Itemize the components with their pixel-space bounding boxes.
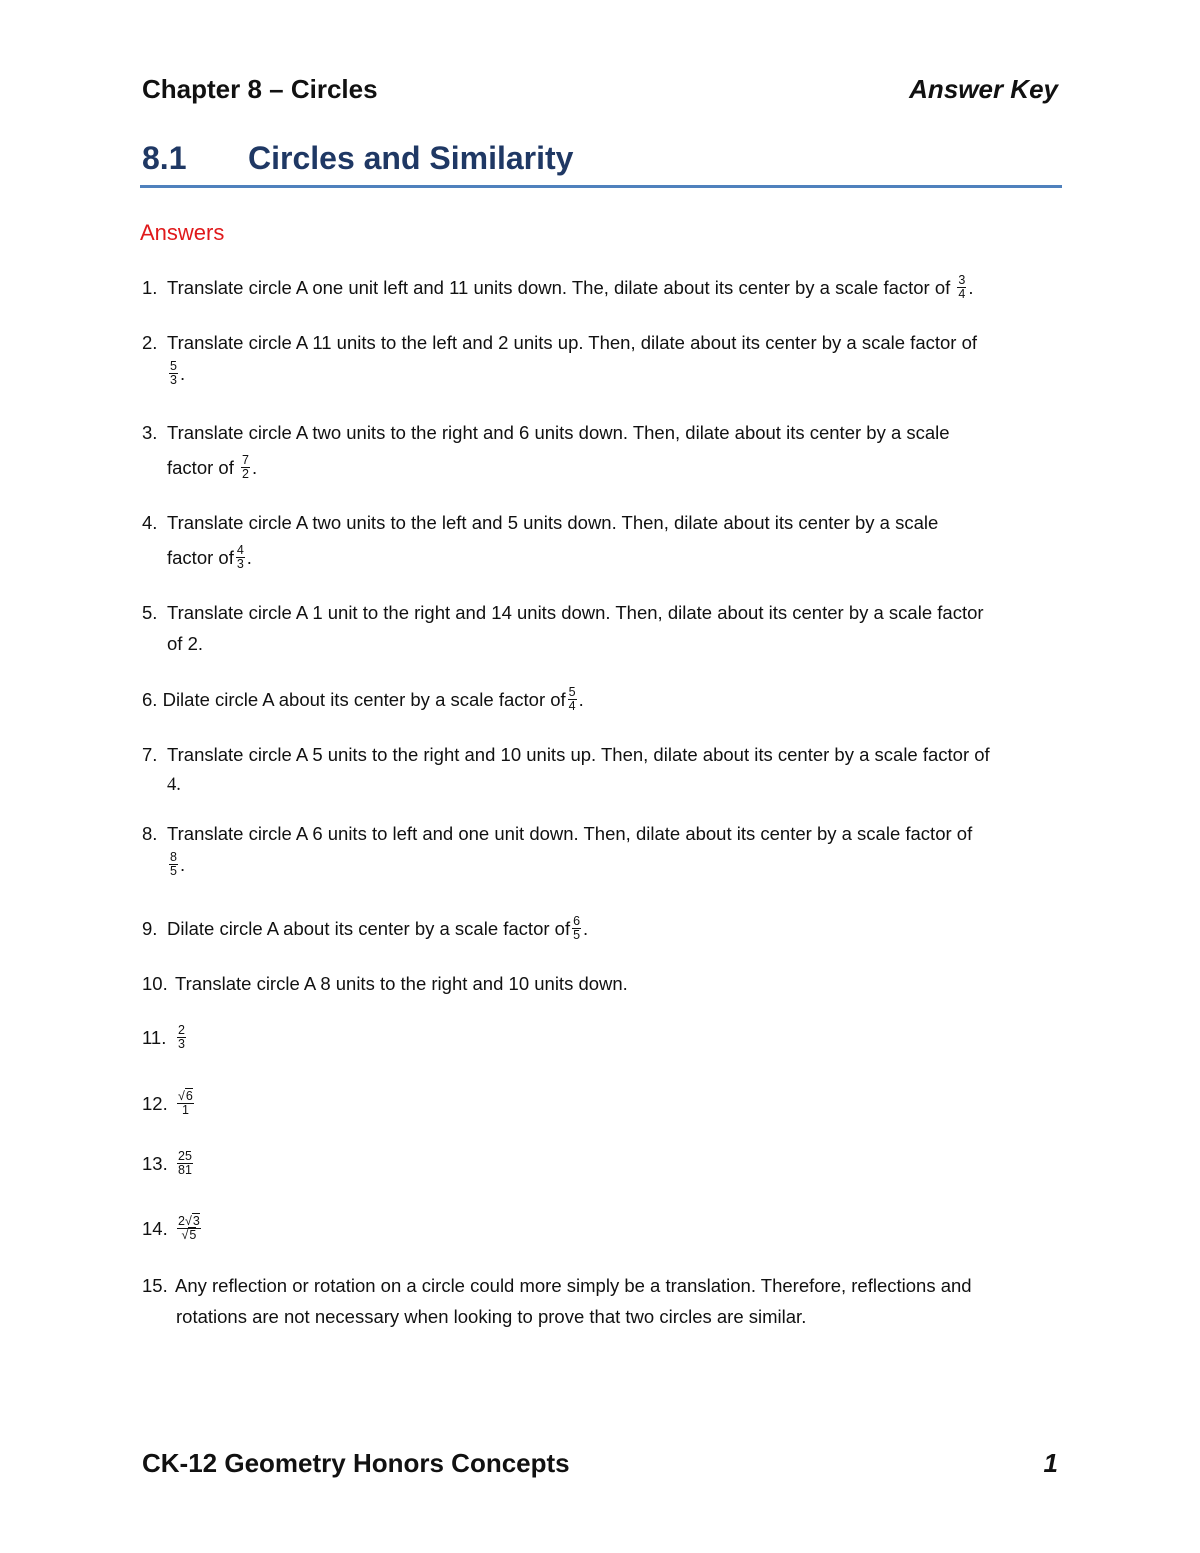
fraction: $\frac{√6}{1}$ — [178, 1088, 193, 1117]
item-number: 11. — [142, 1027, 167, 1048]
answer-item-4: 4. Translate circle A two units to the left and 5 units down. Then, dilate about its center by a scale factor of $\frac{4}{3}$ . — [142, 507, 1072, 573]
answer-item-5: 5. Translate circle A 1 unit to the right and 14 units down. Then, dilate about its center by a scale factor of 2. — [142, 597, 1072, 659]
page-number: 1 — [1043, 1448, 1058, 1478]
item-text: Translate circle A 1 unit to the right and 14 units down. Then, dilate about its center by a scale factor — [167, 602, 984, 623]
fraction: $\frac{3}{4}$ — [958, 272, 966, 301]
item-text: Translate circle A one unit left and 11 units down. The, dilate about its center by a scale factor of — [167, 277, 951, 298]
answer-item-6: 6. Dilate circle A about its center by a scale factor of $\frac{5}{4}$ . — [142, 684, 584, 713]
section-name: Circles and Similarity — [248, 140, 574, 176]
item-number: 5. — [142, 602, 158, 623]
item-number: 3. — [142, 422, 158, 443]
item-text: Any reflection or rotation on a circle could more simply be a translation. Therefore, reflections and — [175, 1275, 972, 1296]
fraction: $\frac{6}{5}$ — [573, 913, 581, 942]
sqrt-icon: √ — [181, 1227, 189, 1242]
item-text: Translate circle A 11 units to the left and 2 units up. Then, dilate about its center by a scale factor of — [167, 332, 978, 353]
fraction: $\frac{5}{3}$ — [170, 358, 177, 387]
footer-book-title: CK-12 Geometry Honors Concepts — [142, 1448, 570, 1478]
item-number: 7. — [142, 744, 158, 765]
item-number: 4. — [142, 512, 158, 533]
section-title — [142, 140, 573, 177]
item-number: 14. — [142, 1218, 168, 1239]
item-text: Dilate circle A about its center by a scale factor of — [167, 918, 571, 939]
answer-item-8: 8. Translate circle A 6 units to left and one unit down. Then, dilate about its center by a scale factor of $\frac{8}{5}$ . — [142, 818, 1072, 880]
answer-item-14 — [142, 1213, 1072, 1244]
answer-key-label: Answer Key — [909, 74, 1058, 104]
sqrt-icon: √ — [178, 1088, 185, 1103]
section-divider — [140, 185, 1062, 188]
item-text: Translate circle A two units to the left and 5 units down. Then, dilate about its center by a scale — [167, 512, 939, 533]
fraction: $\frac{2√3}{√5}$ — [178, 1213, 200, 1242]
answers-heading: Answers — [140, 220, 225, 245]
fraction: $\frac{25}{81}$ — [178, 1148, 192, 1177]
item-number: 12. — [142, 1093, 168, 1114]
item-text: Translate circle A 6 units to left and one unit down. Then, dilate about its center by a scale factor of — [167, 823, 973, 844]
section-number: 8.1 — [142, 140, 187, 176]
answer-item-13 — [142, 1148, 1072, 1179]
item-text: Translate circle A 8 units to the right and 10 units down. — [175, 973, 628, 994]
item-number: 1. — [142, 277, 158, 298]
answer-item-9: 9. Dilate circle A about its center by a scale factor of $\frac{6}{5}$ . — [142, 913, 1072, 944]
answer-item-3: 3. Translate circle A two units to the right and 6 units down. Then, dilate about its center by a scale factor of $\frac{7}{2}$ . — [142, 417, 1072, 483]
item-number: 6. — [142, 689, 158, 710]
answer-item-12 — [142, 1088, 1072, 1119]
chapter-header: Chapter 8 – Circles — [142, 74, 378, 104]
fraction: $\frac{5}{4}$ — [568, 684, 576, 713]
item-number: 10. — [142, 973, 168, 994]
item-number: 13. — [142, 1153, 168, 1174]
item-number: 15. — [142, 1275, 168, 1296]
fraction: $\frac{2}{3}$ — [178, 1022, 185, 1051]
answer-item-10 — [142, 968, 1072, 999]
fraction: $\frac{4}{3}$ — [236, 542, 244, 571]
answer-item-11 — [142, 1022, 1072, 1053]
sqrt-icon: √ — [184, 1213, 192, 1228]
answer-item-7: 7. Translate circle A 5 units to the right and 10 units up. Then, dilate about its center by a scale factor of 4. — [142, 739, 1072, 801]
item-text: Dilate circle A about its center by a scale factor of — [162, 689, 566, 710]
answer-item-15: 15. Any reflection or rotation on a circle could more simply be a translation. Therefore, reflections and rotations are not necessary when looking to prove that two circles are similar. — [142, 1270, 1072, 1332]
item-text: Translate circle A 5 units to the right and 10 units up. Then, dilate about its center by a scale factor of — [167, 744, 990, 765]
fraction: $\frac{8}{5}$ — [170, 849, 177, 878]
item-number: 9. — [142, 918, 158, 939]
answer-item-2: 2. Translate circle A 11 units to the left and 2 units up. Then, dilate about its center by a scale factor of $\frac{5}{3}$ . — [142, 327, 1072, 389]
item-text: Translate circle A two units to the right and 6 units down. Then, dilate about its center by a scale — [167, 422, 950, 443]
fraction: $\frac{7}{2}$ — [241, 452, 249, 481]
item-number: 8. — [142, 823, 158, 844]
item-number: 2. — [142, 332, 158, 353]
answer-item-1: 1. Translate circle A one unit left and 11 units down. The, dilate about its center by a scale factor of $\frac{3}{4}$ . — [142, 272, 1072, 303]
